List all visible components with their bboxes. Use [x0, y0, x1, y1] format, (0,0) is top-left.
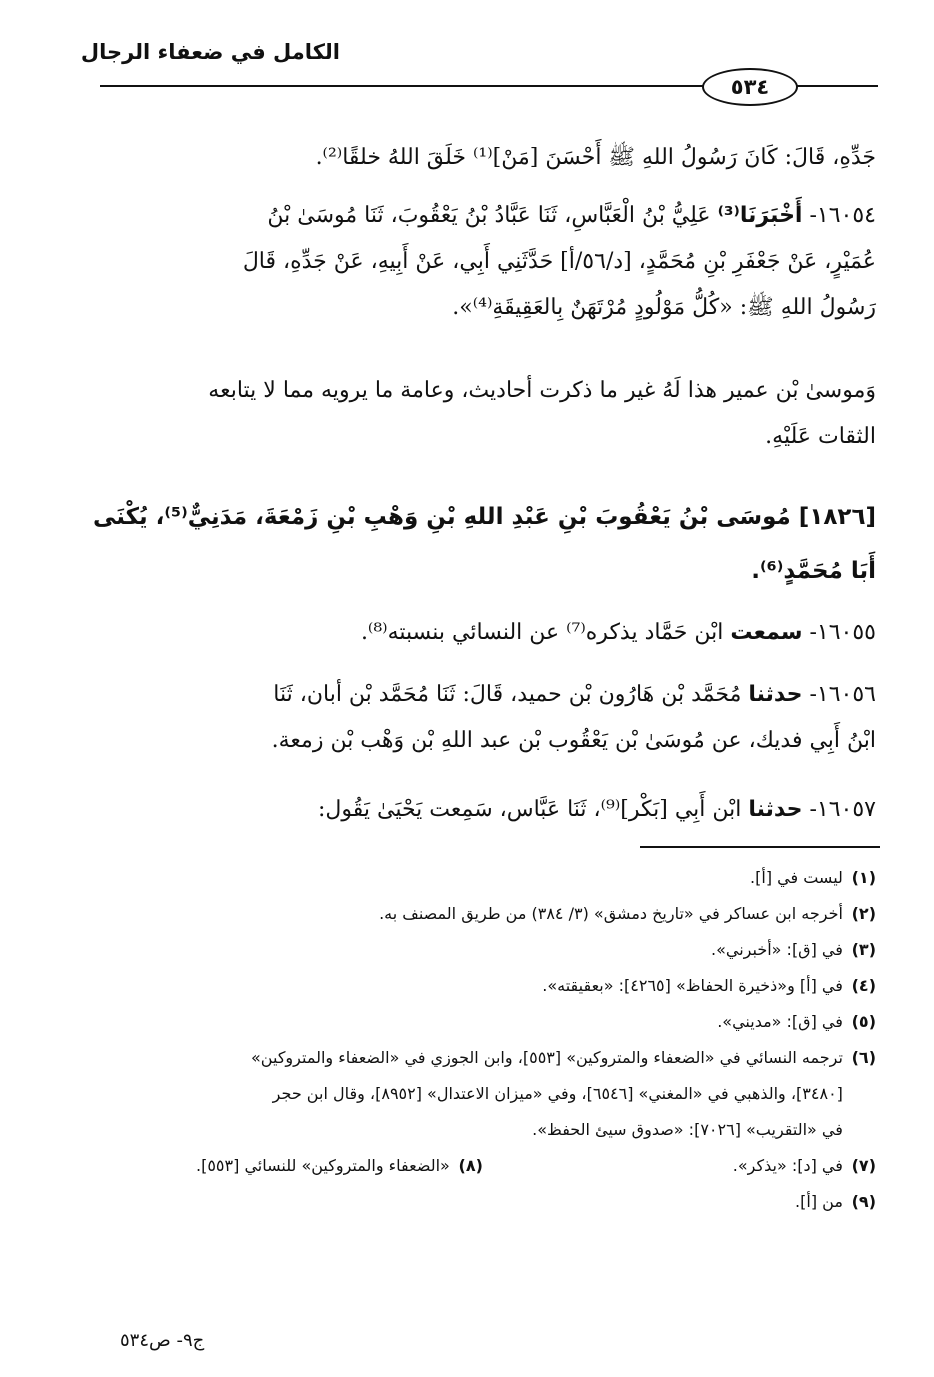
footnote-text: أخرجه ابن عساكر في «تاريخ دمشق» (٣/ ٣٨٤) من طريق المصنف به. [379, 904, 843, 923]
text-line: وَموسىٰ بْن عمير هذا لَهُ غير ما ذكرت أحاديث، وعامة ما يرويه مما لا يتابعه [208, 378, 876, 403]
footnote-continuation [106, 1112, 876, 1148]
footnote [106, 932, 876, 968]
hadith-text: مُحَمَّد بْن هَارُون بْن حميد، قَالَ: ثَنَا مُحَمَّد بْن أبان، ثَنَا [273, 682, 742, 707]
footnote [196, 1148, 483, 1184]
footnote [733, 1148, 876, 1184]
paragraph-continuation [110, 135, 876, 181]
hadith-text: ابْن حَمَّاد يذكره⁽⁷⁾ عن النسائي بنسبته⁽⁸⁾. [360, 620, 724, 645]
footnote-separator [640, 846, 880, 848]
hadith-text: عَلِيُّ بْنُ الْعَبَّاسِ، ثَنَا عَبَّادُ بْنُ يَعْقُوبَ، ثَنَا مُوسَىٰ بْنُ [267, 203, 711, 228]
footnote-number: (٩) [851, 1192, 876, 1211]
hadith-number: ١٦٠٥٧- [809, 797, 876, 822]
footnote [106, 860, 876, 896]
footnote-text: في [ق]: «مديني». [717, 1012, 843, 1031]
text-line [110, 610, 876, 656]
text-line: أَبَا مُحَمَّدٍ⁽⁶⁾. [751, 558, 876, 584]
footnote-number: (٥) [851, 1012, 876, 1031]
footnote-pair [106, 1148, 876, 1184]
hadith-16055 [110, 610, 876, 656]
text-line: ابْنُ أَبِي فديك، عن مُوسَىٰ بْن يَعْقُوب بْن عبد اللهِ بْن وَهْب بْن زمعة. [271, 728, 876, 753]
footnote [106, 1004, 876, 1040]
page-number: ٥٣٤ [730, 75, 770, 99]
volume-page-reference: ج٩- ص٥٣٤ [120, 1330, 205, 1351]
hadith-number: ١٦٠٥٦- [809, 682, 876, 707]
footnotes [106, 860, 876, 1220]
footnote-number: (٤) [851, 976, 876, 995]
biography-heading [92, 490, 876, 598]
footnote-text: [٣٤٨٠]، والذهبي في «المغني» [٦٥٤٦]، وفي «ميزان الاعتدال» [٨٩٥٢]، وقال ابن حجر [272, 1084, 843, 1103]
text-line: جَدِّهِ، قَالَ: كَانَ رَسُولُ اللهِ ﷺ أَحْسَنَ [مَنْ]⁽¹⁾ خَلَقَ اللهُ خلقًا⁽²⁾. [315, 145, 876, 170]
footnote-text: في [د]: «يذكر». [732, 1156, 843, 1175]
footnote-text: ترجمه النسائي في «الضعفاء والمتروكين» [٥٥٣]، وابن الجوزي في «الضعفاء والمتروكين» [251, 1048, 843, 1067]
book-title: الكامل في ضعفاء الرجال [80, 40, 340, 64]
hadith-16056 [110, 672, 876, 764]
footnote-number: (٣) [851, 940, 876, 959]
page-number-badge [702, 68, 798, 106]
footnote [106, 896, 876, 932]
hadith-number: ١٦٠٥٥- [809, 620, 876, 645]
footnote [106, 1184, 876, 1220]
hadith-16054 [110, 193, 876, 331]
footnote-number: (٧) [851, 1156, 876, 1175]
hadith-lead: سمعت [730, 620, 803, 645]
text-line: [١٨٢٦] مُوسَى بْنُ يَعْقُوبَ بْنِ عَبْدِ اللهِ بْنِ وَهْبِ بْنِ زَمْعَةَ، مَدَنِيٌّ⁽⁵⁾، يُكْنَى [92, 504, 876, 530]
footnote-number: (١) [851, 868, 876, 887]
hadith-number: ١٦٠٥٤- [809, 203, 876, 228]
hadith-text: ابْن أَبِي [بَكْر]⁽⁹⁾، ثَنَا عَبَّاس، سَمِعت يَحْيَىٰ يَقُول: [317, 797, 742, 822]
footnote-text: في «التقريب» [٧٠٢٦]: «صدوق سيئ الحفظ». [532, 1120, 843, 1139]
footnote [106, 1040, 876, 1076]
footnote-text: في [ق]: «أخبرني». [711, 940, 843, 959]
footnote-text: «الضعفاء والمتروكين» للنسائي [٥٥٣]. [196, 1156, 450, 1175]
text-line [110, 787, 876, 833]
footnote-continuation [106, 1076, 876, 1112]
hadith-16057 [110, 787, 876, 833]
text-line [110, 672, 876, 718]
footnote-number: (٢) [851, 904, 876, 923]
text-line: رَسُولُ اللهِ ﷺ: «كُلُّ مَوْلُودٍ مُرْتَهَنٌ بِالعَقِيقَةِ⁽⁴⁾». [452, 295, 876, 320]
footnote-text: في [أ] و«ذخيرة الحفاظ» [٤٢٦٥]: «بعقيقته». [542, 976, 843, 995]
footnote-number: (٦) [851, 1048, 876, 1067]
hadith-lead: أَخْبَرَنَا⁽³⁾ [717, 203, 803, 228]
commentary-paragraph [110, 368, 876, 460]
footnote-text: ليست في [أ]. [750, 868, 843, 887]
footnote-number: (٨) [458, 1156, 483, 1175]
text-line: عُمَيْرٍ، عَنْ جَعْفَرِ بْنِ مُحَمَّدٍ، [د/٥٦/أ] حَدَّثَنِي أَبِي، عَنْ أَبِيهِ، عَنْ جَدِّهِ، قَالَ [242, 249, 876, 274]
text-line: الثقات عَلَيْهِ. [765, 424, 876, 449]
text-line [110, 193, 876, 239]
hadith-lead: حدثنا [748, 797, 803, 822]
footnote [106, 968, 876, 1004]
footnote-text: من [أ]. [795, 1192, 843, 1211]
hadith-lead: حدثنا [748, 682, 803, 707]
